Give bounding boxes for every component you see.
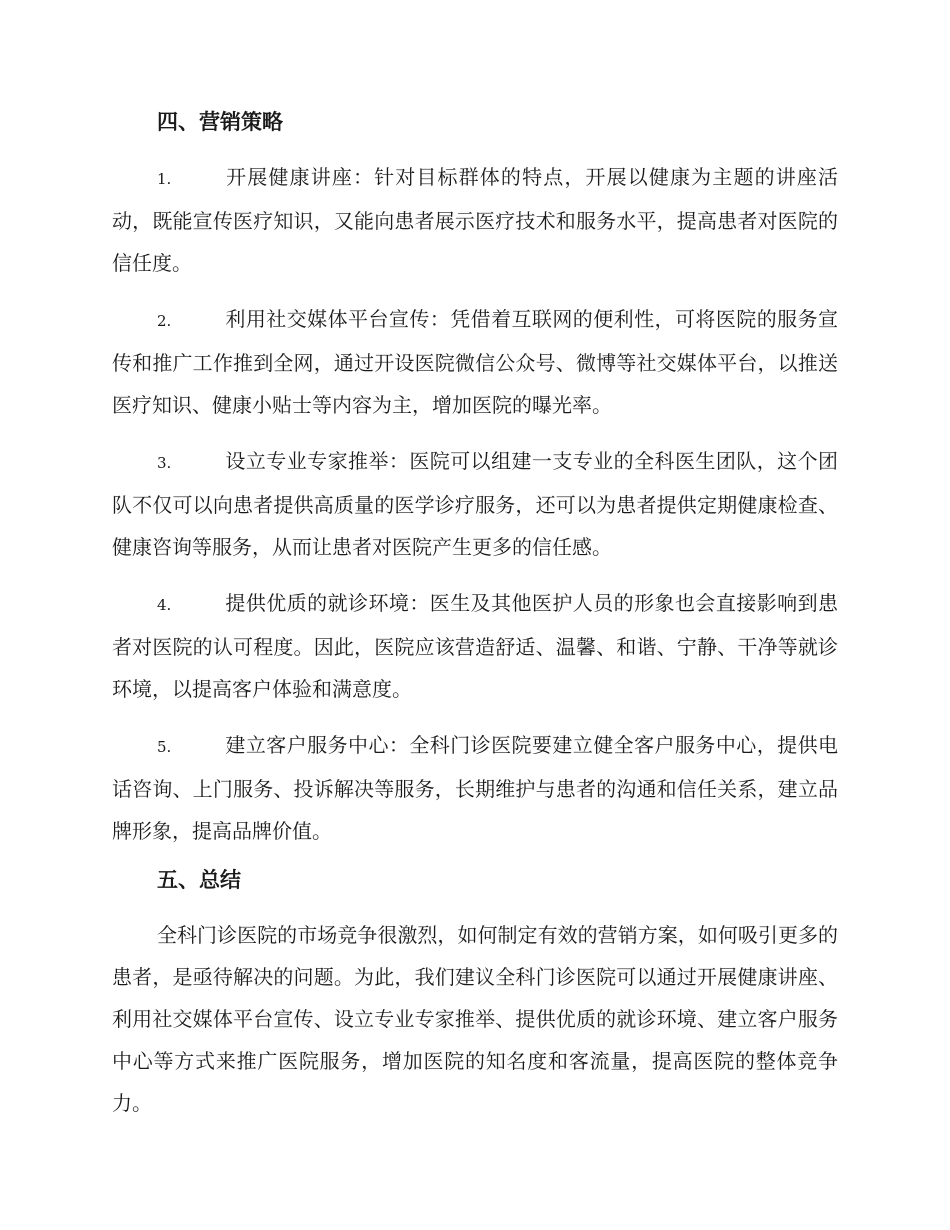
list-item xyxy=(112,156,838,284)
list-item-text: 提供优质的就诊环境：医生及其他医护人员的形象也会直接影响到患者对医院的认可程度。因此，医院应该营造舒适、温馨、和谐、宁静、干净等就诊环境，以提高客户体验和满意度。 xyxy=(112,591,838,701)
list-item xyxy=(112,440,838,568)
list-item xyxy=(112,298,838,426)
list-item-text: 利用社交媒体平台宣传：凭借着互联网的便利性，可将医院的服务宣传和推广工作推到全网，通过开设医院微信公众号、微博等社交媒体平台，以推送医疗知识、健康小贴士等内容为主，增加医院的曝光率。 xyxy=(112,307,838,417)
list-item-number: 3. xyxy=(157,454,172,472)
list-item-text: 开展健康讲座：针对目标群体的特点，开展以健康为主题的讲座活动，既能宣传医疗知识，又能向患者展示医疗技术和服务水平，提高患者对医院的信任度。 xyxy=(112,165,838,275)
list-item-number: 5. xyxy=(157,738,172,756)
section-heading-marketing-strategy: 四、营销策略 xyxy=(157,110,283,134)
list-item xyxy=(112,724,838,852)
summary-paragraph: 全科门诊医院的市场竞争很激烈，如何制定有效的营销方案，如何吸引更多的患者，是亟待解决的问题。为此，我们建议全科门诊医院可以通过开展健康讲座、利用社交媒体平台宣传、设立专业专家推举、提供优质的就诊环境、建立客户服务中心等方式来推广医院服务，增加医院的知名度和客流量，提高医院的整体竞争力。 xyxy=(112,923,838,1115)
section-heading-summary: 五、总结 xyxy=(157,868,241,892)
list-item-text: 设立专业专家推举：医院可以组建一支专业的全科医生团队，这个团队不仅可以向患者提供高质量的医学诊疗服务，还可以为患者提供定期健康检查、健康咨询等服务，从而让患者对医院产生更多的信任感。 xyxy=(112,449,838,559)
list-item-number: 4. xyxy=(157,596,172,614)
list-item-number: 1. xyxy=(157,170,172,188)
list-item-text: 建立客户服务中心：全科门诊医院要建立健全客户服务中心，提供电话咨询、上门服务、投诉解决等服务，长期维护与患者的沟通和信任关系，建立品牌形象，提高品牌价值。 xyxy=(112,733,838,843)
list-item-number: 2. xyxy=(157,312,172,330)
list-item xyxy=(112,582,838,710)
